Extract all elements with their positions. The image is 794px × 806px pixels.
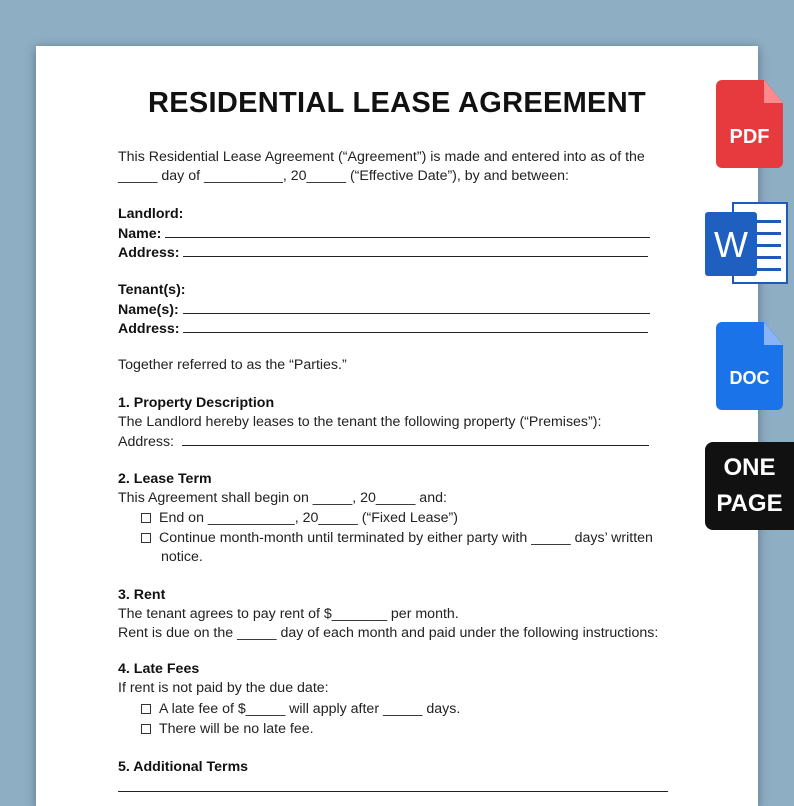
section-3-text-2: Rent is due on the _____ day of each month and paid under the following instructions: bbox=[118, 625, 659, 641]
section-1-text: The Landlord hereby leases to the tenant the following property (“Premises”): bbox=[118, 414, 602, 430]
checkbox-no-late-fee[interactable] bbox=[141, 724, 151, 734]
doc-label: DOC bbox=[729, 368, 770, 388]
word-text-line bbox=[757, 244, 781, 247]
landlord-name-row bbox=[118, 225, 650, 243]
premises-address-field[interactable] bbox=[182, 433, 649, 446]
section-2-heading: 2. Lease Term bbox=[118, 471, 212, 487]
parties-text: Together referred to as the “Parties.” bbox=[118, 357, 347, 373]
section-3-text-1: The tenant agrees to pay rent of $_______ per month. bbox=[118, 606, 459, 622]
option-month-to-month-line-2: notice. bbox=[161, 549, 203, 565]
option-late-fee-label: A late fee of $_____ will apply after _____ days. bbox=[159, 701, 461, 717]
additional-terms-line[interactable] bbox=[118, 791, 668, 792]
section-1-address-row bbox=[118, 433, 649, 451]
landlord-address-label: Address: bbox=[118, 245, 180, 261]
checkbox-late-fee[interactable] bbox=[141, 704, 151, 714]
intro-line-1: This Residential Lease Agreement (“Agreement”) is made and entered into as of the bbox=[118, 149, 645, 165]
option-no-late-fee bbox=[141, 721, 314, 738]
tenant-names-label: Name(s): bbox=[118, 302, 179, 318]
word-text-line bbox=[757, 220, 781, 223]
option-fixed-lease-label: End on ___________, 20_____ (“Fixed Lease”) bbox=[159, 510, 458, 526]
one-page-label-1: ONE bbox=[723, 454, 776, 481]
option-no-late-fee-label: There will be no late fee. bbox=[159, 721, 314, 737]
one-page-label-2: PAGE bbox=[716, 490, 783, 517]
intro-line-2: _____ day of __________, 20_____ (“Effective Date”), by and between: bbox=[118, 168, 569, 184]
section-4-text: If rent is not paid by the due date: bbox=[118, 680, 329, 696]
option-fixed-lease bbox=[141, 510, 458, 527]
section-5-heading: 5. Additional Terms bbox=[118, 759, 249, 775]
tenant-heading: Tenant(s): bbox=[118, 282, 186, 298]
landlord-name-field[interactable] bbox=[165, 225, 650, 238]
word-text-line bbox=[757, 268, 781, 271]
option-late-fee bbox=[141, 701, 460, 718]
tenant-address-row bbox=[118, 320, 648, 338]
section-1-address-label: Address: bbox=[118, 434, 174, 450]
tenant-names-row bbox=[118, 301, 650, 319]
word-label: W bbox=[714, 224, 748, 265]
document-title: RESIDENTIAL LEASE AGREEMENT bbox=[148, 87, 646, 119]
landlord-address-field[interactable] bbox=[183, 244, 648, 257]
tenant-address-label: Address: bbox=[118, 321, 180, 337]
section-2-text: This Agreement shall begin on _____, 20_____ and: bbox=[118, 490, 447, 506]
section-1-heading: 1. Property Description bbox=[118, 395, 275, 411]
checkbox-fixed-lease[interactable] bbox=[141, 513, 151, 523]
section-4-heading: 4. Late Fees bbox=[118, 661, 200, 677]
pdf-label: PDF bbox=[729, 126, 770, 148]
word-text-line bbox=[757, 232, 781, 235]
word-text-line bbox=[757, 256, 781, 259]
section-3-heading: 3. Rent bbox=[118, 587, 166, 603]
tenant-address-field[interactable] bbox=[183, 320, 648, 333]
option-month-to-month-label: Continue month-month until terminated by either party with _____ days’ written bbox=[159, 530, 653, 546]
landlord-address-row bbox=[118, 244, 648, 262]
landlord-heading: Landlord: bbox=[118, 206, 184, 222]
landlord-name-label: Name: bbox=[118, 226, 162, 242]
option-month-to-month bbox=[141, 530, 653, 547]
checkbox-month-to-month[interactable] bbox=[141, 533, 151, 543]
tenant-names-field[interactable] bbox=[183, 301, 650, 314]
